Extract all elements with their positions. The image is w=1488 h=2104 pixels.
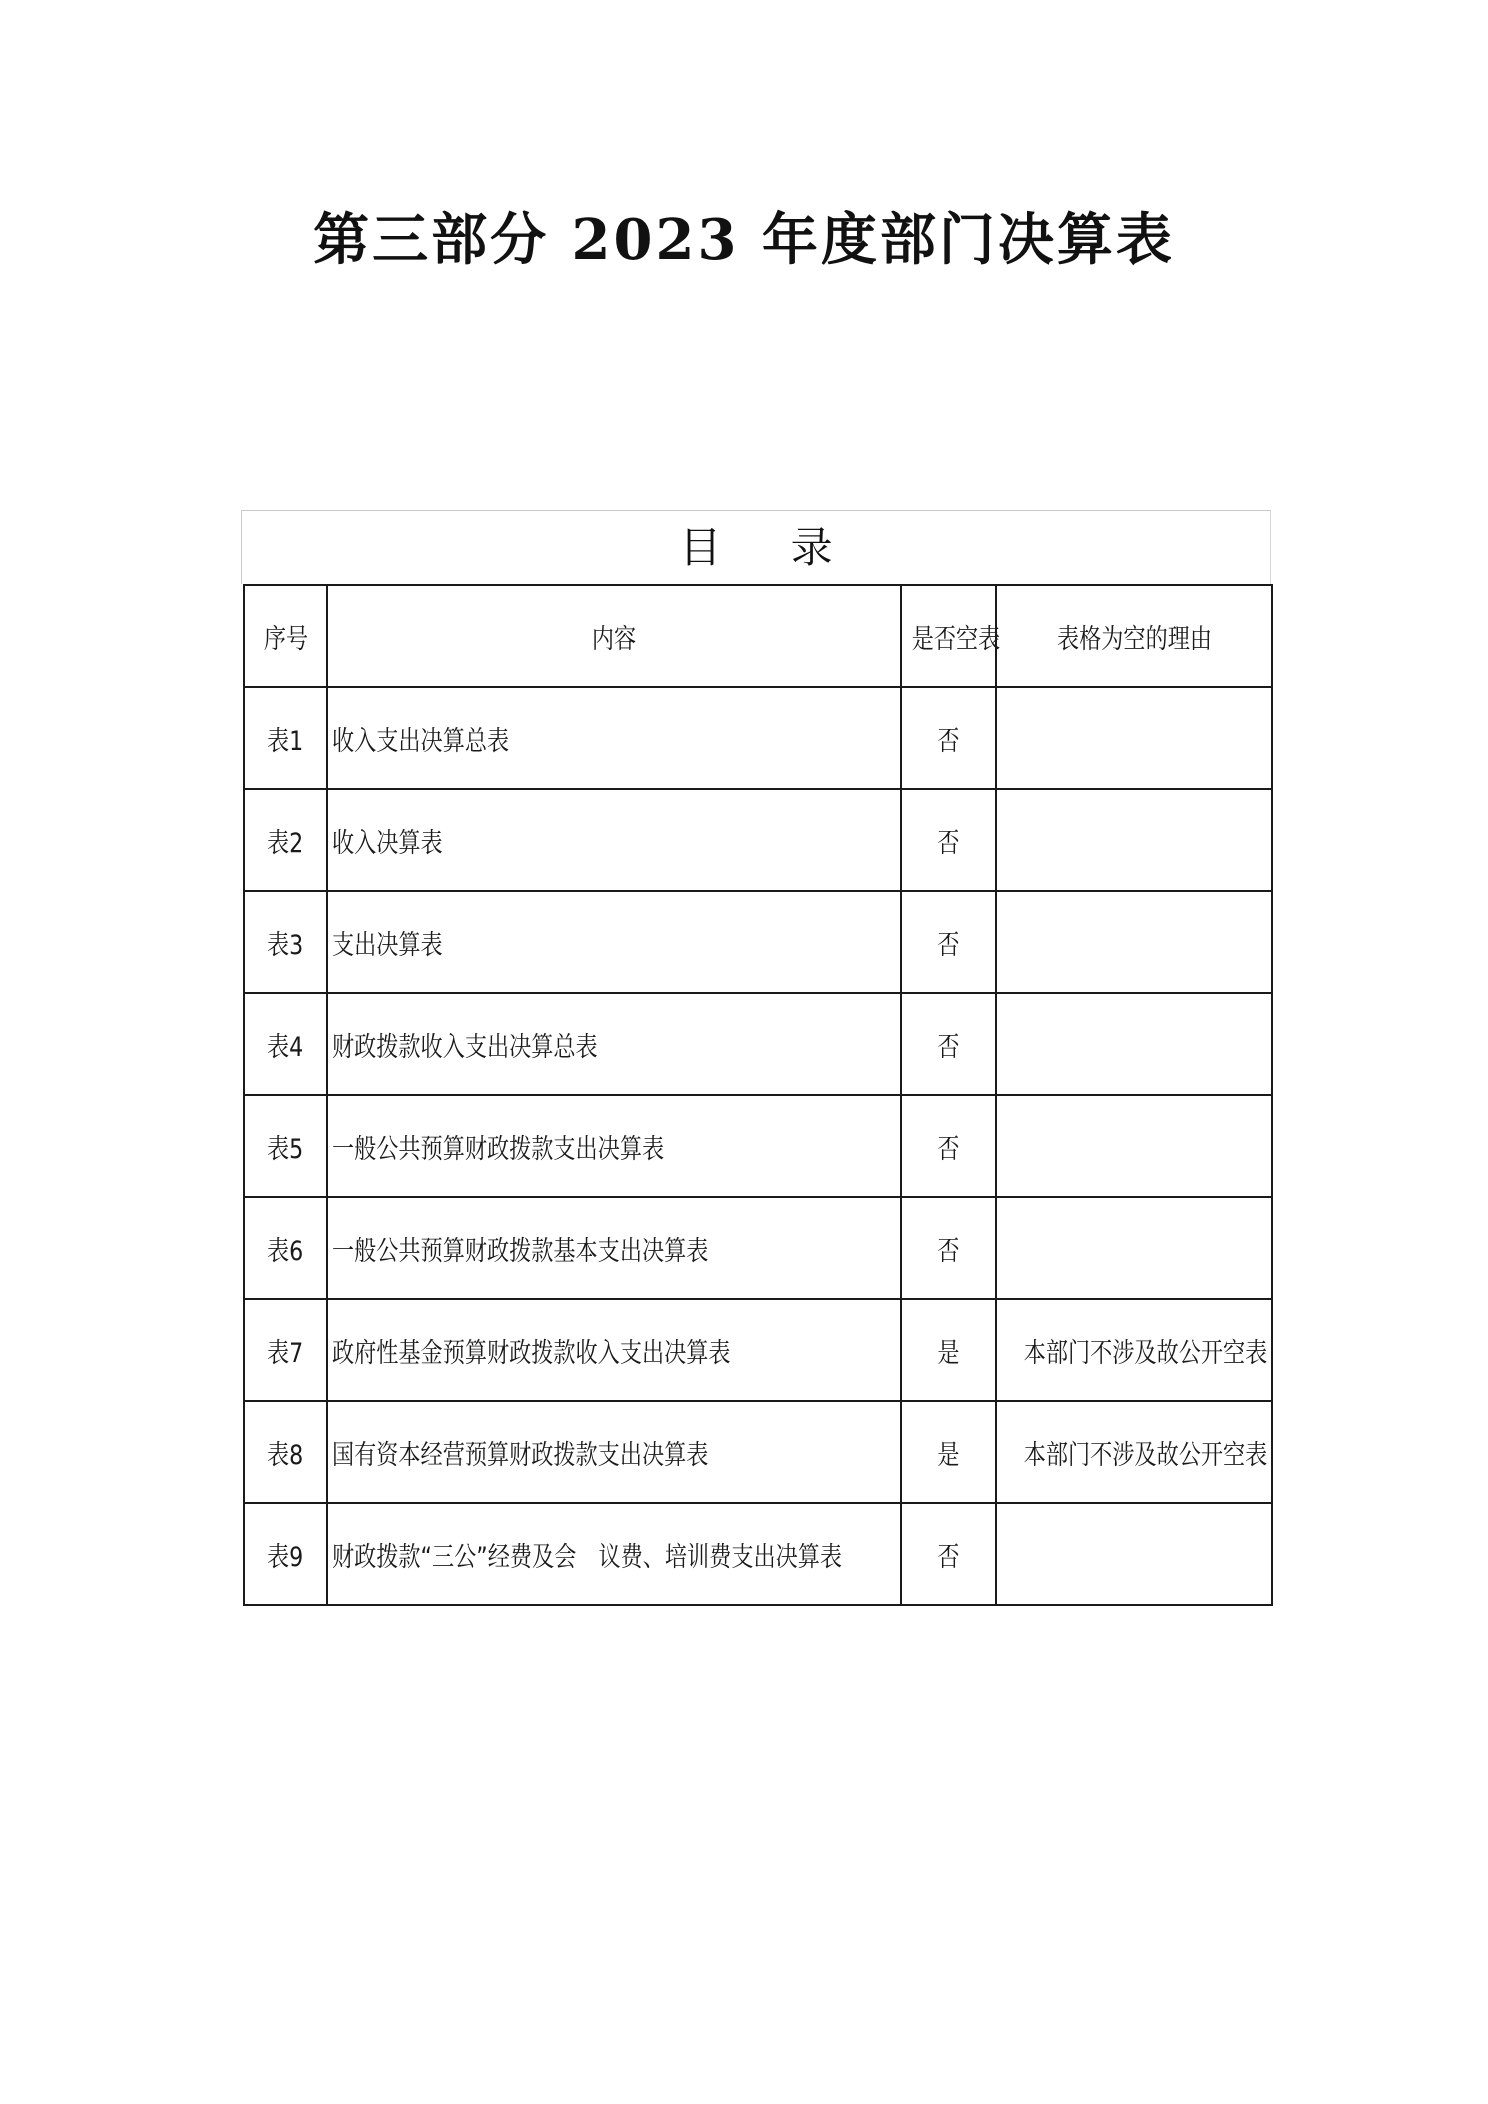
row-seq: 表1 <box>244 687 327 789</box>
row-seq: 表2 <box>244 789 327 891</box>
row-content: 财政拨款“三公”经费及会 议费、培训费支出决算表 <box>327 1503 901 1605</box>
row-reason <box>996 1503 1272 1605</box>
table-row <box>244 1401 1272 1503</box>
row-is-empty: 否 <box>901 891 996 993</box>
header-reason: 表格为空的理由 <box>996 585 1272 687</box>
row-content: 支出决算表 <box>327 891 901 993</box>
table-row <box>244 1197 1272 1299</box>
row-content: 收入支出决算总表 <box>327 687 901 789</box>
page-title: 第三部分 2023 年度部门决算表 <box>313 207 1175 273</box>
row-seq: 表8 <box>244 1401 327 1503</box>
row-is-empty: 否 <box>901 1197 996 1299</box>
row-reason: 本部门不涉及故公开空表 <box>996 1299 1272 1401</box>
table-row <box>244 891 1272 993</box>
toc-table <box>243 584 1273 1606</box>
table-header-row <box>244 585 1272 687</box>
row-content: 财政拨款收入支出决算总表 <box>327 993 901 1095</box>
table-row <box>244 1095 1272 1197</box>
table-row <box>244 687 1272 789</box>
table-row <box>244 993 1272 1095</box>
row-reason <box>996 1095 1272 1197</box>
row-reason <box>996 1197 1272 1299</box>
row-content: 政府性基金预算财政拨款收入支出决算表 <box>327 1299 901 1401</box>
row-reason: 本部门不涉及故公开空表 <box>996 1401 1272 1503</box>
row-seq: 表3 <box>244 891 327 993</box>
row-seq: 表6 <box>244 1197 327 1299</box>
row-seq: 表5 <box>244 1095 327 1197</box>
row-is-empty: 否 <box>901 789 996 891</box>
row-content: 一般公共预算财政拨款基本支出决算表 <box>327 1197 901 1299</box>
row-is-empty: 否 <box>901 1503 996 1605</box>
row-reason <box>996 789 1272 891</box>
row-seq: 表9 <box>244 1503 327 1605</box>
row-content: 一般公共预算财政拨款支出决算表 <box>327 1095 901 1197</box>
table-row <box>244 789 1272 891</box>
header-seq: 序号 <box>244 585 327 687</box>
row-seq: 表4 <box>244 993 327 1095</box>
row-is-empty: 否 <box>901 993 996 1095</box>
row-reason <box>996 687 1272 789</box>
header-is-empty: 是否空表 <box>901 585 996 687</box>
row-is-empty: 否 <box>901 687 996 789</box>
row-content: 收入决算表 <box>327 789 901 891</box>
table-row <box>244 1503 1272 1605</box>
toc-title: 目 录 <box>241 510 1271 584</box>
row-content: 国有资本经营预算财政拨款支出决算表 <box>327 1401 901 1503</box>
row-is-empty: 否 <box>901 1095 996 1197</box>
row-reason <box>996 993 1272 1095</box>
table-row <box>244 1299 1272 1401</box>
row-is-empty: 是 <box>901 1401 996 1503</box>
row-seq: 表7 <box>244 1299 327 1401</box>
header-content: 内容 <box>327 585 901 687</box>
row-is-empty: 是 <box>901 1299 996 1401</box>
row-reason <box>996 891 1272 993</box>
